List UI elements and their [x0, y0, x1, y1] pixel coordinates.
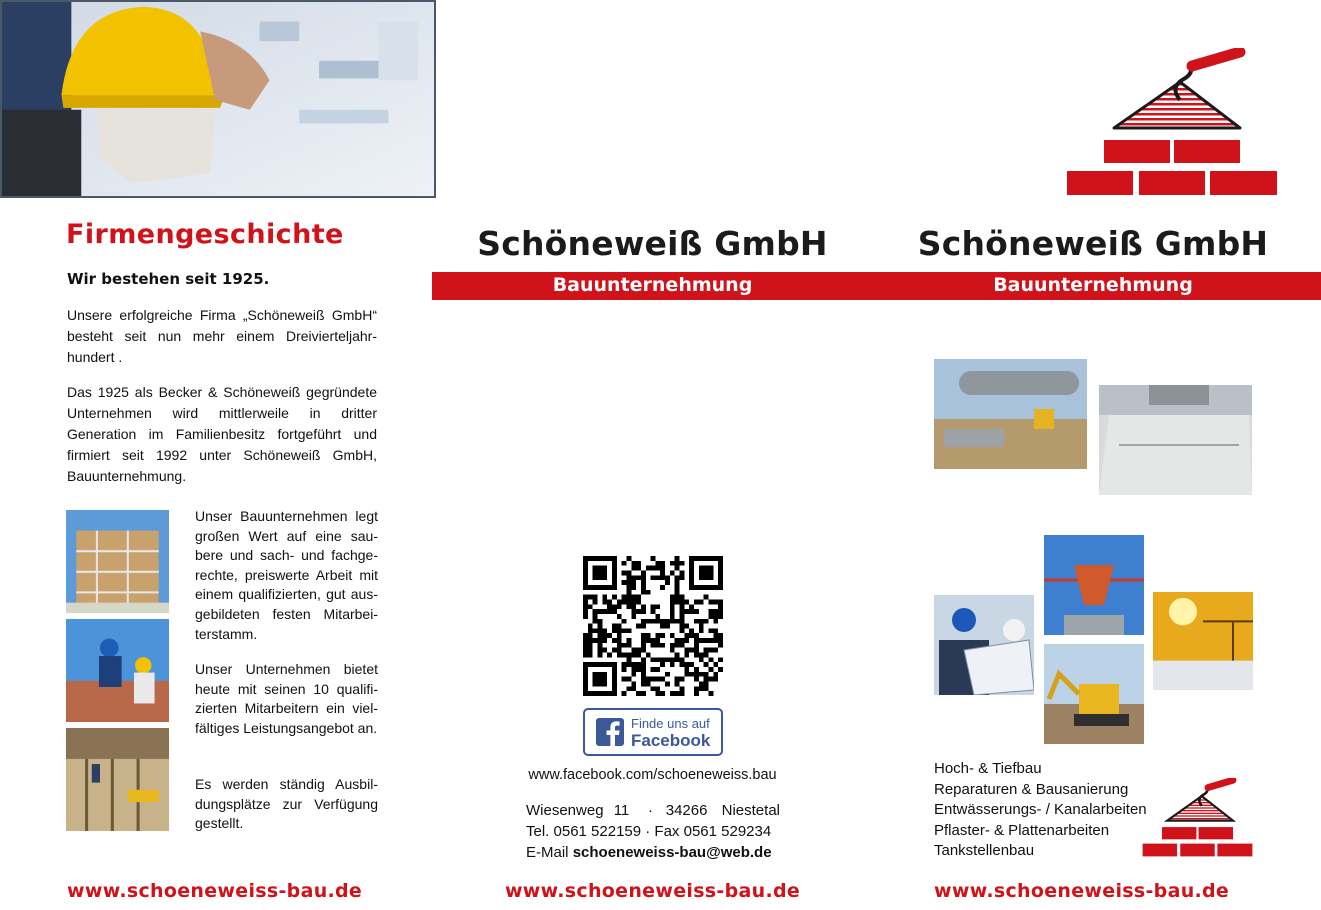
sunset-crane-photo	[1153, 592, 1253, 690]
tagline-right: Bauunternehmung	[993, 274, 1193, 296]
scaffolding-photo	[66, 510, 169, 613]
brand-name-middle: Schöneweiß GmbH	[477, 224, 828, 263]
email-address[interactable]: schoeneweiss-bau@web.de	[572, 844, 772, 861]
website-link-right[interactable]: www.schoeneweiss-bau.de	[934, 880, 1230, 902]
concrete-slab-photo	[1099, 385, 1252, 495]
pipe-lifting-photo	[934, 359, 1087, 469]
brand-name-right: Schöneweiß GmbH	[917, 224, 1269, 263]
excavator-photo	[1044, 644, 1144, 744]
founded-subtitle: Wir bestehen seit 1925.	[67, 270, 270, 288]
engineers-blueprint-photo	[934, 595, 1034, 695]
crane-bucket-photo	[1044, 535, 1144, 635]
facebook-badge-line1: Finde uns auf	[631, 716, 710, 731]
facebook-badge[interactable]	[583, 708, 723, 756]
website-link-middle[interactable]: www.schoeneweiss-bau.de	[504, 880, 801, 902]
section-title: Firmengeschichte	[66, 219, 344, 250]
email-label: E-Mail	[526, 844, 569, 861]
bricklayer-photo	[66, 619, 169, 722]
history-paragraph-5: Es werden ständig Ausbildungsplätze zur Verfügung gestellt.	[195, 776, 378, 832]
history-paragraph-3: Unser Bauunternehmen legt großen Wert auf eine saubere und sach- und fachgerechte, preiswerte Arbeit mit einem qualifizierten, gut ausgebildeten festen Mitarbeiterstamm.	[195, 508, 378, 642]
hardhat-worker-photo	[0, 0, 436, 198]
phone-fax: Tel. 0561 522159 · Fax 0561 529234	[526, 823, 772, 840]
service-item: Entwässerungs- / Kanalarbeiten	[934, 801, 1147, 818]
trowel-bricks-logo-icon	[1062, 48, 1282, 198]
history-paragraph-1: Unsere erfolgreiche Firma „Schöneweiß GmbH“ besteht seit nun mehr einem Dreivierteljahrhundert .	[67, 307, 377, 365]
facebook-f-icon	[596, 718, 624, 746]
address-separator: ·	[648, 802, 653, 819]
service-item: Reparaturen & Bausanierung	[934, 780, 1129, 798]
services-list	[934, 759, 1147, 862]
address-city: 34266 Niestetal	[665, 802, 780, 819]
qr-code-icon[interactable]	[583, 556, 723, 696]
history-paragraph-2: Das 1925 als Becker & Schöneweiß gegründete Unternehmen wird mittlerweile in dritter Generation im Familienbesitz fortgeführt und firmiert seit 1992 unter Schöneweiß GmbH, Bauunternehmung.	[67, 384, 377, 484]
construction-site-photo	[66, 728, 169, 831]
website-link-left[interactable]: www.schoeneweiss-bau.de	[67, 880, 363, 902]
trowel-bricks-small-logo-icon	[1140, 778, 1255, 858]
service-item: Hoch- & Tiefbau	[934, 760, 1042, 777]
service-item: Pflaster- & Plattenarbeiten	[934, 821, 1110, 839]
service-item: Tankstellenbau	[934, 842, 1035, 859]
facebook-url[interactable]: www.facebook.com/schoeneweiss.bau	[528, 767, 777, 783]
email-line	[526, 842, 772, 863]
tagline-middle: Bauunternehmung	[552, 274, 753, 296]
history-paragraph-4: Unser Unternehmen bietet heute mit seinen 10 qualifizierten Mitarbeitern ein vielfältiges Leistungsangebot an.	[195, 661, 378, 736]
facebook-badge-line2: Facebook	[631, 731, 711, 750]
address-street: Wiesenweg 11	[526, 802, 630, 819]
